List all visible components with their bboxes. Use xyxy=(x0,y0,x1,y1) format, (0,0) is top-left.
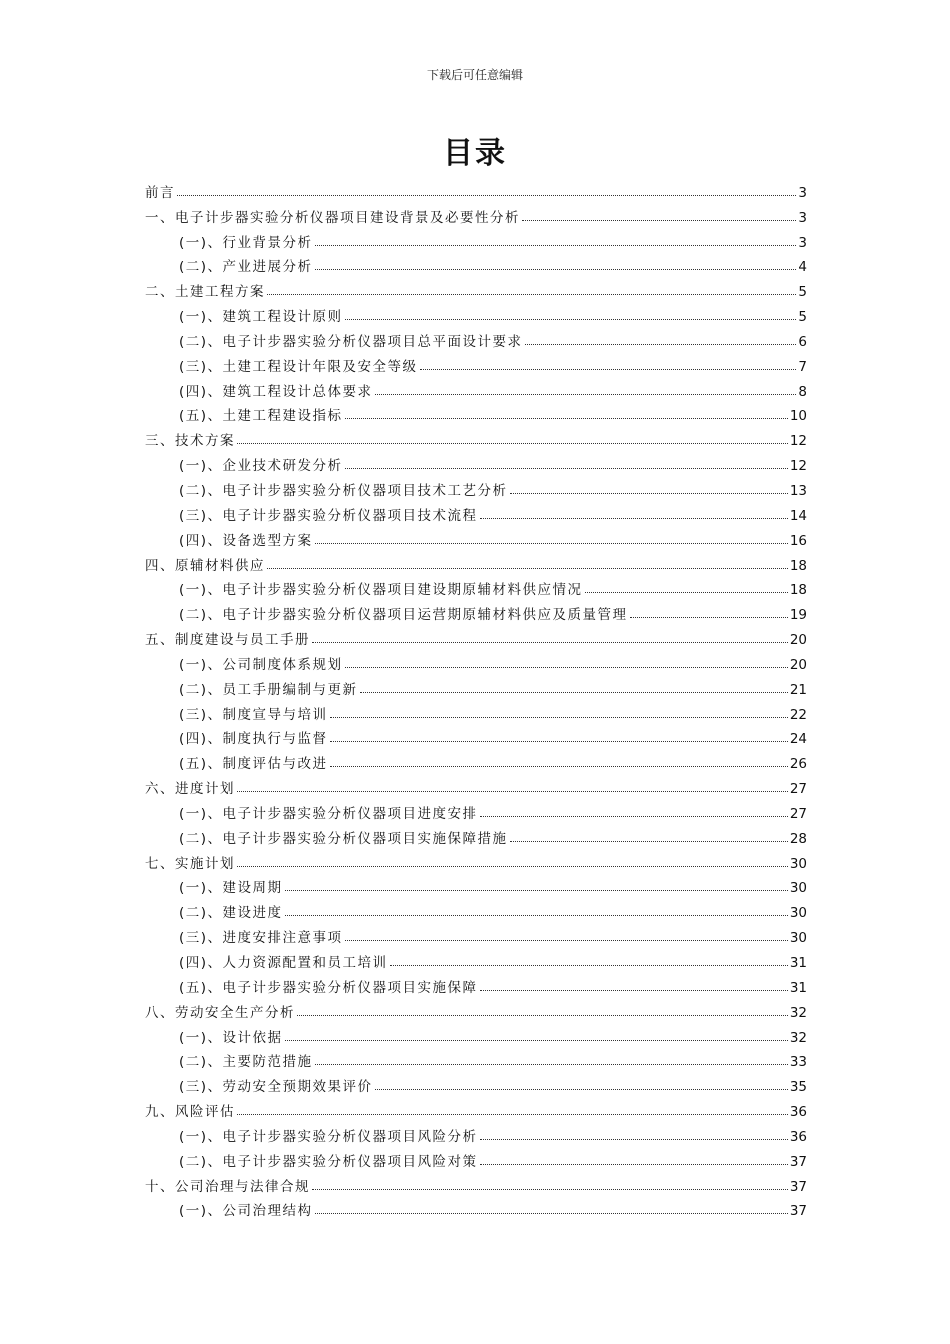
toc-entry-label: 五、制度建设与员工手册 xyxy=(145,632,310,649)
dot-leader xyxy=(585,592,788,593)
toc-entry-label: (一)、电子计步器实验分析仪器项目建设期原辅材料供应情况 xyxy=(179,582,583,599)
toc-subentry[interactable] xyxy=(145,797,807,822)
toc-page-number: 6 xyxy=(798,333,807,350)
toc-entry-label: (一)、电子计步器实验分析仪器项目进度安排 xyxy=(179,805,478,822)
toc-entry[interactable] xyxy=(145,1170,807,1195)
toc-subentry[interactable] xyxy=(145,574,807,599)
dot-leader xyxy=(237,791,788,792)
page-header: 下载后可任意编辑 xyxy=(426,68,523,82)
dot-leader xyxy=(480,1139,788,1140)
toc-page-number: 35 xyxy=(789,1079,807,1096)
toc-entry-label: 六、进度计划 xyxy=(145,781,235,798)
toc-subentry[interactable] xyxy=(145,747,807,772)
dot-leader xyxy=(630,617,788,618)
toc-entry-label: (二)、主要防范措施 xyxy=(179,1054,313,1071)
toc-subentry[interactable] xyxy=(145,251,807,276)
toc-page-number: 28 xyxy=(789,830,807,847)
toc-page-number: 18 xyxy=(789,557,807,574)
dot-leader xyxy=(237,1114,788,1115)
toc-subentry[interactable] xyxy=(145,822,807,847)
dot-leader xyxy=(345,940,788,941)
toc-page-number: 26 xyxy=(789,756,807,773)
dot-leader xyxy=(480,1164,788,1165)
toc-page-number: 36 xyxy=(789,1128,807,1145)
toc-entry-label: (一)、企业技术研发分析 xyxy=(179,458,343,475)
dot-leader xyxy=(522,220,796,221)
toc-entry-label: 七、实施计划 xyxy=(145,855,235,872)
toc-entry-label: (二)、电子计步器实验分析仪器项目运营期原辅材料供应及质量管理 xyxy=(179,607,628,624)
dot-leader xyxy=(420,369,797,370)
toc-page-number: 30 xyxy=(789,905,807,922)
toc-entry-label: 前言 xyxy=(145,184,175,201)
toc-entry[interactable] xyxy=(145,424,807,449)
toc-subentry[interactable] xyxy=(145,872,807,897)
toc-entry-label: 九、风险评估 xyxy=(145,1104,235,1121)
dot-leader xyxy=(345,468,788,469)
toc-page-number: 19 xyxy=(789,607,807,624)
toc-entry[interactable] xyxy=(145,1095,807,1120)
dot-leader xyxy=(315,1064,788,1065)
toc-subentry[interactable] xyxy=(145,325,807,350)
toc-entry[interactable] xyxy=(145,549,807,574)
toc-subentry[interactable] xyxy=(145,474,807,499)
toc-page-number: 30 xyxy=(789,930,807,947)
toc-subentry[interactable] xyxy=(145,648,807,673)
toc-page-number: 33 xyxy=(789,1054,807,1071)
dot-leader xyxy=(345,418,788,419)
toc-page-number: 10 xyxy=(789,408,807,425)
toc-entry-label: (一)、建设周期 xyxy=(179,880,283,897)
toc-entry-label: (五)、电子计步器实验分析仪器项目实施保障 xyxy=(179,979,478,996)
toc-page-number: 20 xyxy=(789,632,807,649)
toc-page-number: 8 xyxy=(798,383,807,400)
dot-leader xyxy=(315,543,788,544)
toc-page-number: 31 xyxy=(789,979,807,996)
toc-subentry[interactable] xyxy=(145,300,807,325)
toc-entry[interactable] xyxy=(145,847,807,872)
toc-subentry[interactable] xyxy=(145,400,807,425)
toc-subentry[interactable] xyxy=(145,698,807,723)
toc-entry-label: 一、电子计步器实验分析仪器项目建设背景及必要性分析 xyxy=(145,209,520,226)
dot-leader xyxy=(330,766,788,767)
dot-leader xyxy=(360,692,788,693)
dot-leader xyxy=(510,841,788,842)
toc-entry-label: (二)、员工手册编制与更新 xyxy=(179,681,358,698)
toc-subentry[interactable] xyxy=(145,971,807,996)
toc-entry-label: (三)、劳动安全预期效果评价 xyxy=(179,1079,373,1096)
dot-leader xyxy=(375,1089,788,1090)
toc-subentry[interactable] xyxy=(145,449,807,474)
toc-page-number: 5 xyxy=(798,284,807,301)
toc-entry-label: (四)、人力资源配置和员工培训 xyxy=(179,955,388,971)
dot-leader xyxy=(237,866,788,867)
toc-subentry[interactable] xyxy=(145,1046,807,1071)
toc-subentry[interactable] xyxy=(145,1145,807,1170)
toc-page-number: 32 xyxy=(789,1004,807,1021)
toc-page-number: 32 xyxy=(789,1029,807,1046)
toc-page-number: 3 xyxy=(798,209,807,226)
toc-page-number: 37 xyxy=(789,1203,807,1220)
toc-entry[interactable] xyxy=(145,176,807,201)
toc-page-number: 30 xyxy=(789,855,807,872)
toc-page-number: 24 xyxy=(789,731,807,748)
toc-entry-label: (二)、电子计步器实验分析仪器项目风险对策 xyxy=(179,1153,478,1170)
dot-leader xyxy=(480,518,788,519)
dot-leader xyxy=(315,245,797,246)
toc-entry[interactable] xyxy=(145,275,807,300)
dot-leader xyxy=(525,344,797,345)
toc-entry-label: (三)、进度安排注意事项 xyxy=(179,930,343,947)
toc-page-number: 31 xyxy=(789,955,807,971)
toc-subentry[interactable] xyxy=(145,499,807,524)
toc-entry-label: (四)、设备选型方案 xyxy=(179,532,313,549)
toc-entry-label: 三、技术方案 xyxy=(145,433,235,450)
toc-page-number: 5 xyxy=(798,309,807,326)
toc-entry-label: 二、土建工程方案 xyxy=(145,284,265,301)
toc-page-number: 14 xyxy=(789,507,807,524)
toc-subentry[interactable] xyxy=(145,946,807,971)
toc-entry-label: (一)、建筑工程设计原则 xyxy=(179,309,343,326)
toc-subentry[interactable] xyxy=(145,598,807,623)
dot-leader xyxy=(330,717,788,718)
dot-leader xyxy=(330,741,788,742)
dot-leader xyxy=(510,493,788,494)
dot-leader xyxy=(315,1213,788,1214)
dot-leader xyxy=(345,667,788,668)
dot-leader xyxy=(297,1015,788,1016)
toc-page-number: 7 xyxy=(798,358,807,375)
toc-page-number: 12 xyxy=(789,433,807,450)
toc-entry-label: (一)、行业背景分析 xyxy=(179,234,313,251)
dot-leader xyxy=(177,195,796,196)
page-title: 目录 xyxy=(443,136,507,171)
toc-page-number: 12 xyxy=(789,458,807,475)
toc-subentry[interactable] xyxy=(145,1021,807,1046)
toc-entry-label: (一)、公司制度体系规划 xyxy=(179,656,343,673)
toc-page-number: 4 xyxy=(798,259,807,276)
toc-page-number: 20 xyxy=(789,656,807,673)
toc-entry-label: (四)、制度执行与监督 xyxy=(179,731,328,748)
toc-entry-label: (三)、土建工程设计年限及安全等级 xyxy=(179,358,418,375)
toc-entry-label: (五)、制度评估与改进 xyxy=(179,756,328,773)
toc-subentry[interactable] xyxy=(145,350,807,375)
toc-entry-label: (五)、土建工程建设指标 xyxy=(179,408,343,425)
toc-entry[interactable] xyxy=(145,772,807,797)
toc-subentry[interactable] xyxy=(145,1070,807,1095)
table-of-contents xyxy=(145,176,807,1219)
toc-page-number: 18 xyxy=(789,582,807,599)
toc-page-number: 21 xyxy=(789,681,807,698)
toc-subentry[interactable] xyxy=(145,375,807,400)
toc-page-number: 27 xyxy=(789,781,807,798)
toc-subentry[interactable] xyxy=(145,921,807,946)
toc-page-number: 27 xyxy=(789,805,807,822)
toc-page-number: 3 xyxy=(798,184,807,201)
toc-entry[interactable] xyxy=(145,623,807,648)
toc-subentry[interactable] xyxy=(145,673,807,698)
dot-leader xyxy=(285,890,788,891)
dot-leader xyxy=(312,1189,788,1190)
toc-entry-label: (二)、电子计步器实验分析仪器项目技术工艺分析 xyxy=(179,482,508,499)
toc-entry-label: (一)、设计依据 xyxy=(179,1029,283,1046)
dot-leader xyxy=(237,443,788,444)
dot-leader xyxy=(480,816,788,817)
toc-subentry[interactable] xyxy=(145,1195,807,1220)
dot-leader xyxy=(267,568,788,569)
toc-page-number: 22 xyxy=(789,706,807,723)
toc-entry[interactable] xyxy=(145,201,807,226)
toc-entry[interactable] xyxy=(145,996,807,1021)
dot-leader xyxy=(480,990,788,991)
toc-entry-label: (二)、电子计步器实验分析仪器项目总平面设计要求 xyxy=(179,333,523,350)
toc-page-number: 36 xyxy=(789,1104,807,1121)
toc-entry-label: (四)、建筑工程设计总体要求 xyxy=(179,383,373,400)
dot-leader xyxy=(390,965,788,966)
toc-subentry[interactable] xyxy=(145,723,807,748)
dot-leader xyxy=(267,294,796,295)
dot-leader xyxy=(375,394,797,395)
toc-entry-label: 四、原辅材料供应 xyxy=(145,557,265,574)
toc-page-number: 30 xyxy=(789,880,807,897)
toc-subentry[interactable] xyxy=(145,896,807,921)
dot-leader xyxy=(285,915,788,916)
toc-entry-label: (三)、电子计步器实验分析仪器项目技术流程 xyxy=(179,507,478,524)
toc-page-number: 3 xyxy=(798,234,807,251)
toc-entry-label: (三)、制度宣导与培训 xyxy=(179,706,328,723)
toc-entry-label: (二)、产业进展分析 xyxy=(179,259,313,276)
toc-entry-label: (二)、建设进度 xyxy=(179,905,283,922)
toc-page-number: 16 xyxy=(789,532,807,549)
toc-entry-label: 十、公司治理与法律合规 xyxy=(145,1178,310,1195)
toc-entry-label: 八、劳动安全生产分析 xyxy=(145,1004,295,1021)
toc-page-number: 37 xyxy=(789,1153,807,1170)
toc-page-number: 13 xyxy=(789,482,807,499)
toc-subentry[interactable] xyxy=(145,524,807,549)
toc-entry-label: (二)、电子计步器实验分析仪器项目实施保障措施 xyxy=(179,830,508,847)
dot-leader xyxy=(345,319,797,320)
toc-page-number: 37 xyxy=(789,1178,807,1195)
toc-subentry[interactable] xyxy=(145,1120,807,1145)
toc-entry-label: (一)、电子计步器实验分析仪器项目风险分析 xyxy=(179,1128,478,1145)
dot-leader xyxy=(285,1040,788,1041)
toc-subentry[interactable] xyxy=(145,226,807,251)
dot-leader xyxy=(315,269,797,270)
dot-leader xyxy=(312,642,788,643)
toc-entry-label: (一)、公司治理结构 xyxy=(179,1203,313,1220)
